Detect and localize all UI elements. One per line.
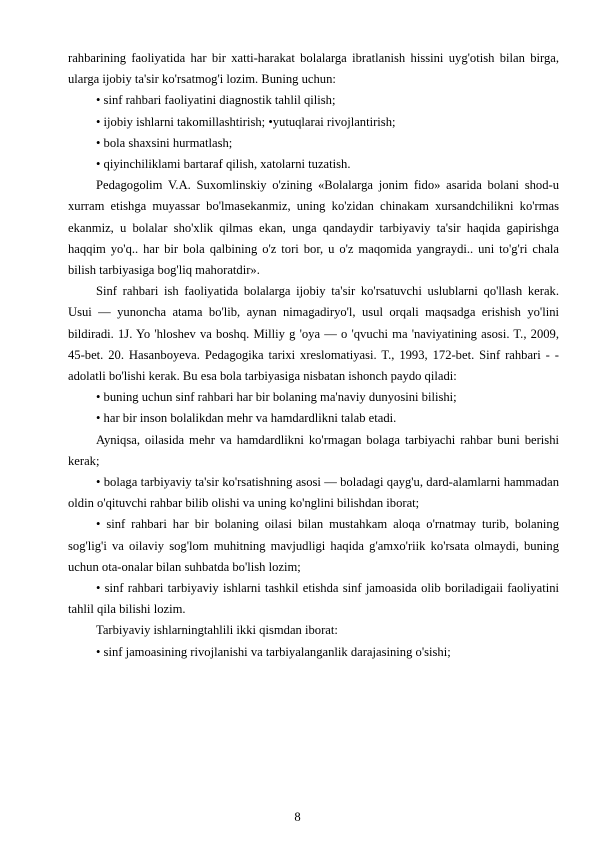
paragraph-tahlil: Tarbiyaviy ishlarningtahlili ikki qismdan iborat:	[96, 623, 338, 638]
bullet-item: • sinf rahbari faoliyatini diagnostik tahlil qilish;	[96, 93, 336, 108]
bullet-item: • bolaga tarbiyaviy ta'sir ko'rsatishning asosi — boladagi qayg'u, dard-alamlarni hammadan oldin o'qituvchi rahbar bilib olishi va uning ko'nglini bilishdan iborat;	[68, 475, 559, 511]
bullet-item: • sinf rahbari tarbiyaviy ishlarni tashkil etishda sinf jamoasida olib boriladigaii faoliyatini tahlil qila bilishi lozim.	[68, 581, 559, 617]
page-number: 8	[294, 810, 301, 824]
paragraph-suxomlinskiy: Pedagogolim V.A. Suxomlinskiy o'zining «Bolalarga jonim fido» asarida bolani shod-u xurram etishga muyassar bo'lmasekanmiz, uning ko'zidan chinakam xursandchilikni ko'rmas ekanmiz, u bolalar sho'xlik qilmas ekan, unga qandaydir tarbiyaviy ta'sir haqida gapirishga haqqim yo'q.. har bir bola qalbining o'z tori bor, u o'z maqomida yangraydi.. uni to'g'ri chala bilish tarbiyasiga bog'liq mahoratdir».	[68, 178, 559, 278]
paragraph-continuation: rahbarining faoliyatida har bir xatti-harakat bolalarga ibratlanish hissini uyg'otish bilan birga, ularga ijobiy ta'sir ko'rsatmog'i lozim. Buning uchun:	[68, 51, 559, 87]
bullet-item: • bola shaxsini hurmatlash;	[96, 135, 233, 150]
paragraph-ayniqsa: Ayniqsa, oilasida mehr va hamdardlikni ko'rmagan bolaga tarbiyachi rahbar buni berishi kerak;	[68, 432, 559, 468]
bullet-item: • qiyinchiliklami bartaraf qilish, xatolarni tuzatish.	[96, 157, 351, 172]
paragraph-sinf-rahbari: Sinf rahbari ish faoliyatida bolalarga ijobiy ta'sir ko'rsatuvchi uslublarni qo'llash kerak. Usui — yunoncha atama bo'lib, aynan nimagadiryo'l, usul orqali maqsadga erishish yo'lini bildiradi. 1J. Yo 'hloshev va boshq. Milliy g 'oya — o 'qvuchi ma 'naviyatining asosi. T., 2009, 45-bet. 20. Hasanboyeva. Pedagogika tarixi xreslomatiyasi. T., 1993, 172-bet. Sinf rahbari - - adolatli bo'lishi kerak. Bu esa bola tarbiyasiga nisbatan ishonch paydo qiladi:	[68, 284, 559, 384]
bullet-item: • sinf jamoasining rivojlanishi va tarbiyalanganlik darajasining o'sishi;	[96, 644, 451, 659]
bullet-item: • buning uchun sinf rahbari har bir bolaning ma'naviy dunyosini bilishi;	[96, 390, 457, 405]
bullet-item: • sinf rahbari har bir bolaning oilasi bilan mustahkam aloqa o'rnatmay turib, bolaning sog'lig'i va oilaviy sog'lom muhitning mavjudligi haqida g'amxo'riik ko'rsata olmaydi, buning uchun ota-onalar bilan suhbatda bo'lish lozim;	[68, 517, 559, 574]
bullet-item: • har bir inson bolalikdan mehr va hamdardlikni talab etadi.	[96, 411, 397, 426]
bullet-item: • ijobiy ishlarni takomillashtirish; •yutuqlarai rivojlantirish;	[96, 114, 396, 129]
document-page	[68, 48, 559, 663]
